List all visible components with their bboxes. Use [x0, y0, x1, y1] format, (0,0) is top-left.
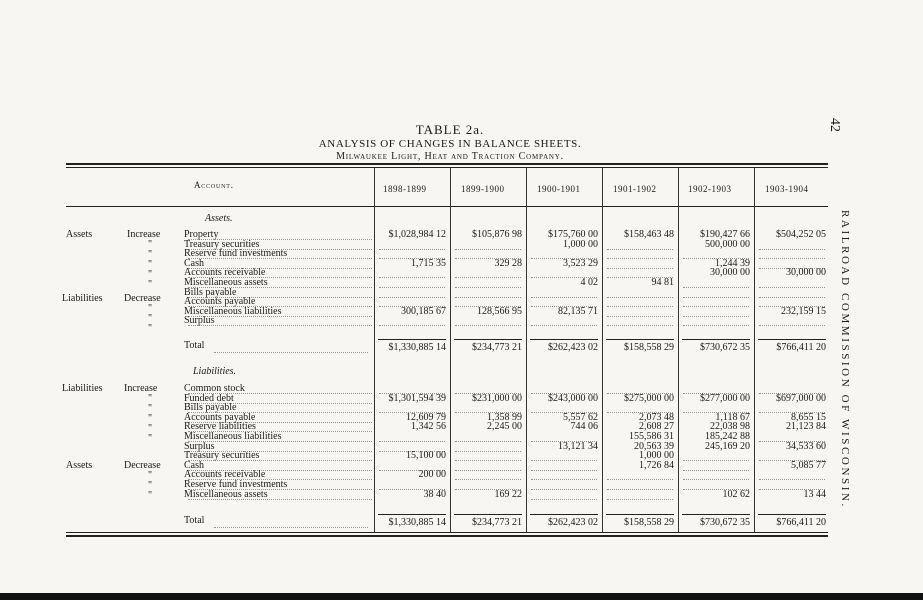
- column-divider: [602, 168, 603, 532]
- leader-dots: [607, 325, 673, 326]
- leader-dots: [531, 470, 597, 471]
- side-label-assets: Assets: [66, 229, 93, 240]
- account-label: Miscellaneous assets: [184, 488, 268, 500]
- leader-dots: [455, 325, 521, 326]
- column-divider: [450, 168, 451, 532]
- leader-dots: [683, 297, 749, 298]
- total-rule: [758, 514, 826, 515]
- bottom-rule-thick: [66, 535, 828, 537]
- amount-cell: $231,000 00: [472, 392, 522, 404]
- amount-cell: $1,028,984 12: [388, 229, 446, 240]
- leader-dots: [379, 297, 445, 298]
- leader-dots: [379, 287, 445, 288]
- leader-dots: [379, 277, 445, 278]
- account-label: Treasury securities: [184, 450, 260, 462]
- leader-dots: [607, 268, 673, 269]
- leader-dots: [759, 258, 825, 259]
- amount-cell: 1,358 99: [487, 411, 522, 423]
- total-rule: [454, 339, 522, 340]
- total-rule: [530, 514, 598, 515]
- total-rule: [454, 514, 522, 515]
- leader-dots: [607, 316, 673, 317]
- leader-dots: [455, 441, 521, 442]
- leader-dots: [531, 489, 597, 490]
- top-rule: [66, 163, 828, 165]
- account-header: Account.: [194, 180, 234, 190]
- account-label: Accounts receivable: [184, 469, 266, 481]
- side-label-assets: Assets: [66, 460, 93, 471]
- account-label: Miscellaneous assets: [184, 277, 268, 288]
- ditto-mark: ": [148, 269, 153, 280]
- total-rule: [606, 514, 674, 515]
- year-header: 1902-1903: [688, 184, 732, 194]
- total-rule: [378, 514, 446, 515]
- amount-cell: 30,000 00: [786, 267, 826, 279]
- amount-cell: 102 62: [722, 488, 750, 500]
- total-cell: $730,672 35: [700, 517, 750, 528]
- amount-cell: 1,000 00: [639, 450, 674, 462]
- total-rule: [378, 339, 446, 340]
- section-heading-assets: Assets.: [205, 213, 233, 224]
- leader-dots: [455, 479, 521, 480]
- leader-dots: [188, 499, 372, 500]
- leader-dots: [379, 441, 445, 442]
- amount-cell: 2,245 00: [487, 421, 522, 433]
- leader-dots: [683, 470, 749, 471]
- amount-cell: 30,000 00: [710, 267, 750, 279]
- column-divider: [526, 168, 527, 532]
- company-name: Milwaukee Light, Heat and Traction Company.: [336, 151, 564, 162]
- amount-cell: 5,557 62: [563, 411, 598, 423]
- leader-dots: [531, 460, 597, 461]
- ditto-mark: ": [148, 313, 153, 324]
- amount-cell: 185,242 88: [705, 431, 750, 442]
- account-label: Common stock: [184, 383, 245, 394]
- leader-dots: [455, 297, 521, 298]
- leader-dots: [188, 460, 372, 461]
- amount-cell: 1,118 67: [715, 411, 750, 423]
- leader-dots: [759, 297, 825, 298]
- amount-cell: 82,135 71: [558, 305, 598, 317]
- ditto-mark: ": [148, 323, 153, 334]
- account-label: Reserve fund investments: [184, 248, 288, 260]
- leader-dots: [379, 249, 445, 250]
- amount-cell: 20,563 39: [634, 440, 674, 452]
- leader-dots: [188, 258, 372, 259]
- column-divider: [678, 168, 679, 532]
- total-rule: [606, 339, 674, 340]
- amount-cell: 232,159 15: [781, 305, 826, 317]
- leader-dots: [607, 306, 673, 307]
- year-header: 1899-1900: [461, 184, 505, 194]
- amount-cell: $275,000 00: [624, 392, 674, 404]
- leader-dots: [683, 287, 749, 288]
- leader-dots: [683, 479, 749, 480]
- total-cell: $158,558 29: [624, 342, 674, 353]
- account-label: Miscellaneous liabilities: [184, 305, 282, 317]
- ditto-mark: ": [148, 403, 153, 414]
- ditto-mark: ": [148, 433, 153, 444]
- amount-cell: 94 81: [651, 277, 674, 288]
- leader-dots: [683, 325, 749, 326]
- ditto-mark: ": [148, 413, 153, 424]
- amount-cell: 13 44: [803, 488, 826, 500]
- side-label-decrease: Decrease: [124, 460, 161, 471]
- account-label: Funded debt: [184, 392, 234, 404]
- leader-dots: [214, 527, 368, 528]
- amount-cell: $1,301,594 39: [388, 392, 446, 404]
- top-rule-thin: [66, 167, 828, 168]
- amount-cell: $243,000 00: [548, 392, 598, 404]
- running-title: RAILROAD COMMISSION OF WISCONSIN.: [839, 210, 851, 509]
- amount-cell: $175,760 00: [548, 229, 598, 240]
- amount-cell: 200 00: [418, 469, 446, 481]
- total-cell: $766,411 20: [776, 342, 826, 353]
- total-cell: $158,558 29: [624, 517, 674, 528]
- section-heading-liabilities: Liabilities.: [193, 366, 237, 377]
- leader-dots: [607, 499, 673, 500]
- amount-cell: 169 22: [494, 488, 522, 500]
- column-divider: [754, 168, 755, 532]
- account-label: Accounts payable: [184, 411, 256, 423]
- amount-cell: 8,655 15: [791, 411, 826, 423]
- leader-dots: [531, 479, 597, 480]
- total-cell: $1,330,885 14: [388, 517, 446, 528]
- assets-total-label: Total: [184, 340, 205, 351]
- amount-cell: 500,000 00: [705, 238, 750, 250]
- account-label: Miscellaneous liabilities: [184, 431, 282, 442]
- amount-cell: 1,000 00: [563, 238, 598, 250]
- ditto-mark: ": [148, 259, 153, 270]
- amount-cell: $697,000 00: [776, 392, 826, 404]
- ditto-mark: ": [148, 239, 153, 250]
- amount-cell: 155,586 31: [629, 431, 674, 442]
- page-number: 42: [827, 118, 842, 132]
- amount-cell: $105,876 98: [472, 229, 522, 240]
- leader-dots: [607, 297, 673, 298]
- leader-dots: [607, 258, 673, 259]
- amount-cell: 1,715 35: [411, 257, 446, 269]
- column-divider: [374, 168, 375, 532]
- leader-dots: [188, 441, 372, 442]
- amount-cell: 2,073 48: [639, 411, 674, 423]
- side-label-increase: Increase: [124, 383, 158, 394]
- leader-dots: [683, 306, 749, 307]
- leader-dots: [759, 479, 825, 480]
- leader-dots: [759, 287, 825, 288]
- ditto-mark: ": [148, 490, 153, 501]
- amount-cell: $190,427 66: [700, 229, 750, 240]
- year-header: 1898-1899: [383, 184, 427, 194]
- leader-dots: [214, 352, 368, 353]
- amount-cell: 1,342 56: [411, 421, 446, 433]
- total-cell: $234,773 21: [472, 517, 522, 528]
- leader-dots: [379, 325, 445, 326]
- ditto-mark: ": [148, 279, 153, 290]
- account-label: Cash: [184, 257, 204, 269]
- account-label: Accounts payable: [184, 296, 256, 308]
- leader-dots: [455, 451, 521, 452]
- total-cell: $766,411 20: [776, 517, 826, 528]
- amount-cell: 34,533 60: [786, 440, 826, 452]
- side-label-liabilities: Liabilities: [62, 293, 103, 304]
- scan-bottom-edge: [0, 593, 923, 600]
- total-cell: $1,330,885 14: [388, 342, 446, 353]
- amount-cell: 5,085 77: [791, 459, 826, 471]
- amount-cell: 15,100 00: [406, 450, 446, 462]
- year-header: 1903-1904: [765, 184, 809, 194]
- total-rule: [682, 339, 750, 340]
- liabilities-total-label: Total: [184, 515, 205, 526]
- leader-dots: [683, 316, 749, 317]
- account-label: Reserve liabilities: [184, 421, 256, 433]
- ditto-mark: ": [148, 393, 153, 404]
- leader-dots: [759, 325, 825, 326]
- account-label: Treasury securities: [184, 238, 260, 250]
- total-rule: [758, 339, 826, 340]
- leader-dots: [455, 287, 521, 288]
- ditto-mark: ": [148, 480, 153, 491]
- year-header: 1901-1902: [613, 184, 657, 194]
- account-label: Accounts receivable: [184, 267, 266, 279]
- leader-dots: [188, 316, 372, 317]
- table-subtitle: ANALYSIS OF CHANGES IN BALANCE SHEETS.: [318, 138, 582, 150]
- account-label: Cash: [184, 459, 204, 471]
- amount-cell: 21,123 84: [786, 421, 826, 433]
- amount-cell: 13,121 34: [558, 440, 598, 452]
- amount-cell: 744 06: [570, 421, 598, 433]
- side-label-increase: Increase: [127, 229, 161, 240]
- leader-dots: [531, 325, 597, 326]
- leader-dots: [188, 325, 372, 326]
- account-label: Property: [184, 229, 219, 240]
- amount-cell: $504,252 05: [776, 229, 826, 240]
- leader-dots: [607, 489, 673, 490]
- total-cell: $234,773 21: [472, 342, 522, 353]
- amount-cell: $277,000 00: [700, 392, 750, 404]
- side-label-liabilities: Liabilities: [62, 383, 103, 394]
- amount-cell: 329 28: [494, 257, 522, 269]
- amount-cell: 22,038 98: [710, 421, 750, 433]
- total-cell: $262,423 02: [548, 517, 598, 528]
- total-rule: [682, 514, 750, 515]
- leader-dots: [607, 249, 673, 250]
- ditto-mark: ": [148, 423, 153, 434]
- bottom-rule: [66, 532, 828, 533]
- total-rule: [530, 339, 598, 340]
- leader-dots: [759, 249, 825, 250]
- amount-cell: 12,609 79: [406, 411, 446, 423]
- ditto-mark: ": [148, 303, 153, 314]
- amount-cell: 300,185 67: [401, 305, 446, 317]
- amount-cell: 245,169 20: [705, 440, 750, 452]
- amount-cell: 2,608 27: [639, 421, 674, 433]
- account-label: Surplus: [184, 315, 215, 327]
- header-rule: [66, 206, 828, 207]
- leader-dots: [455, 249, 521, 250]
- amount-cell: $158,463 48: [624, 229, 674, 240]
- amount-cell: 128,566 95: [477, 305, 522, 317]
- total-cell: $262,423 02: [548, 342, 598, 353]
- year-header: 1900-1901: [537, 184, 581, 194]
- account-label: Reserve fund investments: [184, 479, 288, 490]
- account-label: Surplus: [184, 440, 215, 452]
- leader-dots: [531, 499, 597, 500]
- table-title: TABLE 2a.: [415, 122, 485, 137]
- account-label: Bills payable: [184, 286, 237, 298]
- side-label-decrease: Decrease: [124, 293, 161, 304]
- total-cell: $730,672 35: [700, 342, 750, 353]
- leader-dots: [455, 460, 521, 461]
- ditto-mark: ": [148, 249, 153, 260]
- leader-dots: [607, 479, 673, 480]
- amount-cell: 3,523 29: [563, 257, 598, 269]
- amount-cell: 1,726 84: [639, 459, 674, 471]
- account-label: Bills payable: [184, 402, 237, 414]
- leader-dots: [455, 277, 521, 278]
- leader-dots: [455, 470, 521, 471]
- amount-cell: 38 40: [423, 488, 446, 500]
- ditto-mark: ": [148, 470, 153, 481]
- leader-dots: [683, 460, 749, 461]
- amount-cell: 1,244 39: [715, 257, 750, 269]
- leader-dots: [531, 297, 597, 298]
- amount-cell: 4 02: [580, 277, 598, 288]
